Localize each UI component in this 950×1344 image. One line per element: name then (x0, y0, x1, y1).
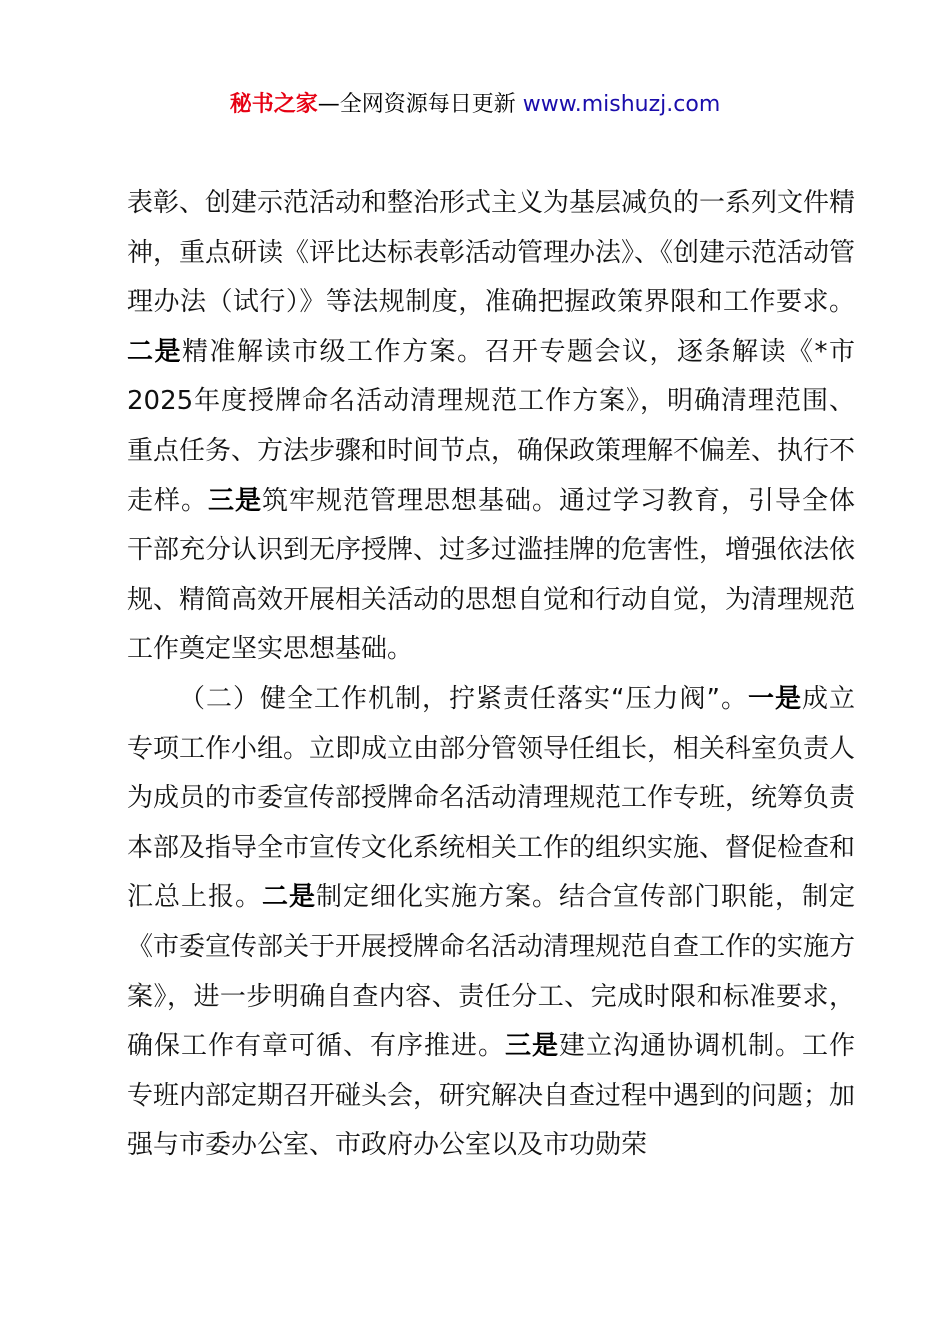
bold-marker: 二是 (262, 882, 316, 913)
paragraph-1 (127, 179, 855, 675)
document-body (127, 179, 855, 1171)
bold-marker: 三是 (504, 1031, 559, 1062)
text-run: 成立专项工作小组。立即成立由部分管领导任组长，相关科室负责人为成员的市委宣传部授牌命名活动清理规范工作专班，统筹负责本部及指导全市宣传文化系统相关工作的组织实施、督促检查和汇总上报。 (127, 683, 856, 913)
bold-marker: 二是 (127, 336, 182, 367)
page-header (0, 88, 950, 122)
bold-marker: 一是 (747, 683, 802, 714)
text-run: 表彰、创建示范活动和整治形式主义为基层减负的一系列文件精神，重点研读《评比达标表彰活动管理办法》、《创建示范活动管理办法（试行）》等法规制度，准确把握政策界限和工作要求。 (127, 188, 856, 318)
text-run: 制定细化实施方案。结合宣传部门职能，制定《市委宣传部关于开展授牌命名活动清理规范自查工作的实施方案》，进一步明确自查内容、责任分工、完成时限和标准要求，确保工作有章可循、有序推进。 (127, 882, 856, 1062)
header-tagline: —全网资源每日更新 (317, 92, 516, 117)
header-url-link[interactable]: www.mishuzj.com (522, 92, 721, 117)
brand-name: 秘书之家 (229, 92, 318, 117)
text-run: 建立沟通协调机制。工作专班内部定期召开碰头会，研究解决自查过程中遇到的问题；加强与市委办公室、市政府办公室以及市功勋荣 (127, 1031, 856, 1161)
paragraph-2 (127, 675, 855, 1171)
text-run: 筑牢规范管理思想基础。通过学习教育，引导全体干部充分认识到无序授牌、过多过滥挂牌的危害性，增强依法依规、精简高效开展相关活动的思想自觉和行动自觉，为清理规范工作奠定坚实思想基础。 (127, 485, 856, 665)
text-run: （二）健全工作机制，拧紧责任落实“压力阀”。 (179, 683, 748, 714)
bold-marker: 三是 (208, 485, 262, 516)
text-run: 精准解读市级工作方案。召开专题会议，逐条解读《*市2025年度授牌命名活动清理规范工作方案》，明确清理范围、重点任务、方法步骤和时间节点，确保政策理解不偏差、执行不走样。 (127, 336, 856, 516)
